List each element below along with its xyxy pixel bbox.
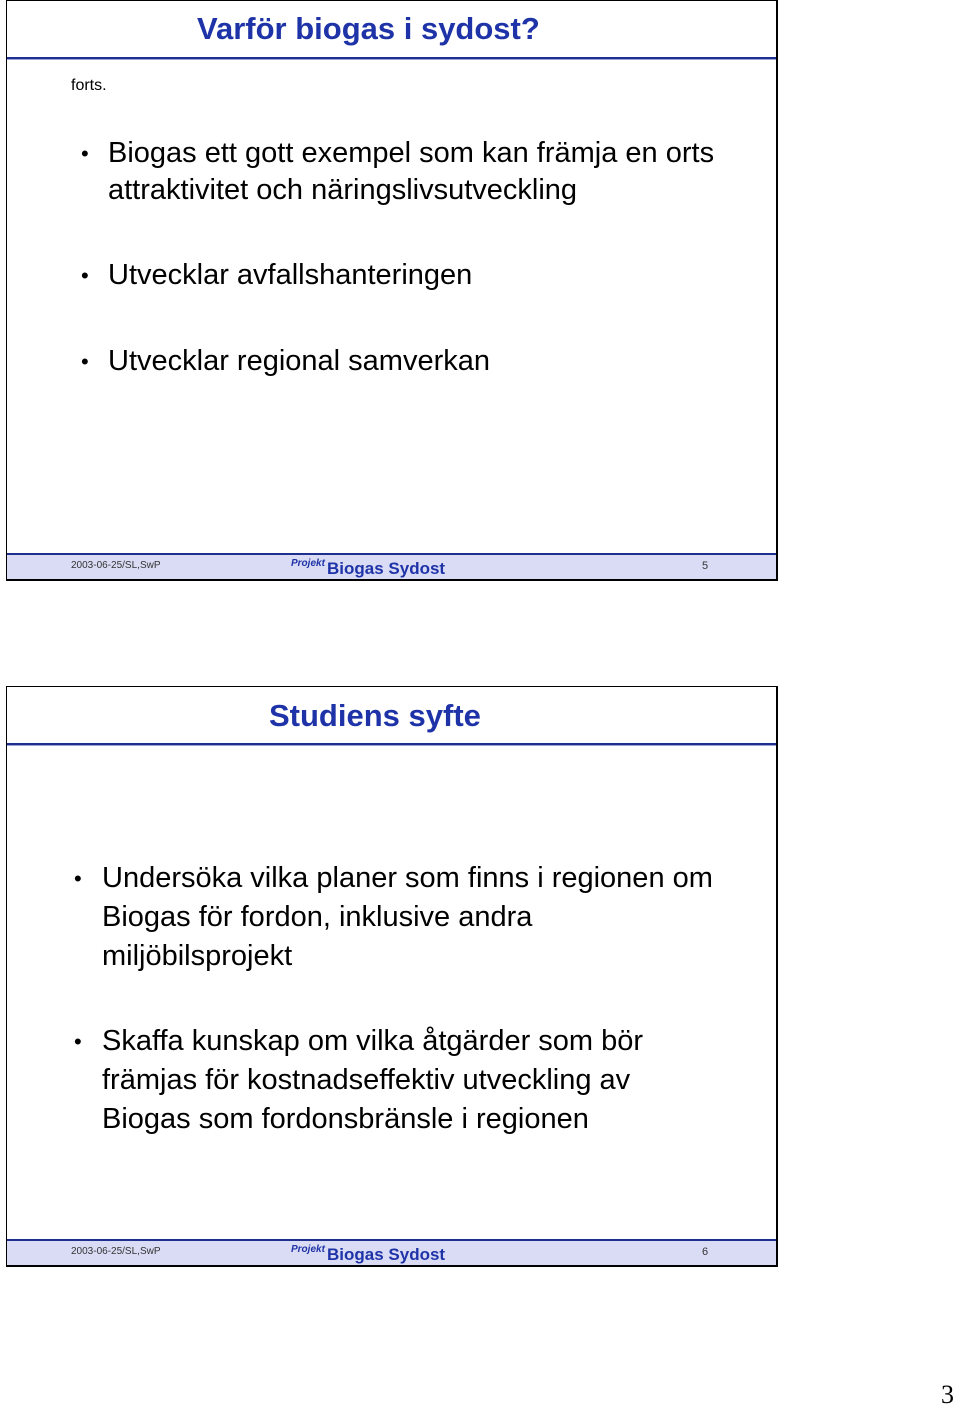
- bullet-item: [81, 257, 748, 294]
- header-rule: [7, 743, 776, 746]
- slide-5: [6, 0, 778, 581]
- slide-6: [6, 686, 778, 1267]
- bullet-item: [74, 859, 722, 976]
- bullet-list: [81, 135, 748, 380]
- bullet-item: [74, 1022, 722, 1139]
- bullet-icon: •: [81, 349, 89, 374]
- header-rule: [7, 57, 776, 60]
- bullet-text: Biogas ett gott exempel som kan främja en orts attraktivitet och näringslivsutveckling: [108, 137, 715, 206]
- footer-brand: Biogas Sydost: [327, 1245, 446, 1264]
- footer-slide-number: 6: [702, 1246, 709, 1258]
- bullet-text: Utvecklar avfallshanteringen: [108, 259, 473, 291]
- slide-subtitle: forts.: [71, 77, 107, 94]
- slide-title: Varför biogas i sydost?: [197, 11, 540, 46]
- bullet-icon: •: [81, 141, 89, 166]
- bullet-text: Utvecklar regional samverkan: [108, 345, 490, 377]
- bullet-text: Skaffa kunskap om vilka åtgärder som bör främjas för kostnadseffektiv utveckling av Biogas som fordonsbränsle i regionen: [102, 1025, 644, 1135]
- footer-brand: Biogas Sydost: [327, 559, 446, 578]
- footer-date: 2003-06-25/SL,SwP: [71, 560, 161, 571]
- footer-projekt-label: Projekt: [291, 1244, 325, 1255]
- slide-footer: [7, 1239, 776, 1265]
- slide-title: Studiens syfte: [269, 698, 481, 733]
- bullet-item: [81, 343, 748, 380]
- footer-projekt-label: Projekt: [291, 558, 325, 569]
- footer-slide-number: 5: [702, 560, 709, 572]
- footer-date: 2003-06-25/SL,SwP: [71, 1246, 161, 1257]
- document-page-number: 3: [941, 1380, 954, 1409]
- bullet-text: Undersöka vilka planer som finns i regionen om Biogas för fordon, inklusive andra miljöbilsprojekt: [102, 862, 713, 972]
- slide-footer: [7, 553, 776, 579]
- bullet-icon: •: [74, 866, 82, 891]
- bullet-list: [74, 859, 722, 1139]
- bullet-icon: •: [81, 263, 89, 288]
- bullet-icon: •: [74, 1029, 82, 1054]
- bullet-item: [81, 135, 748, 209]
